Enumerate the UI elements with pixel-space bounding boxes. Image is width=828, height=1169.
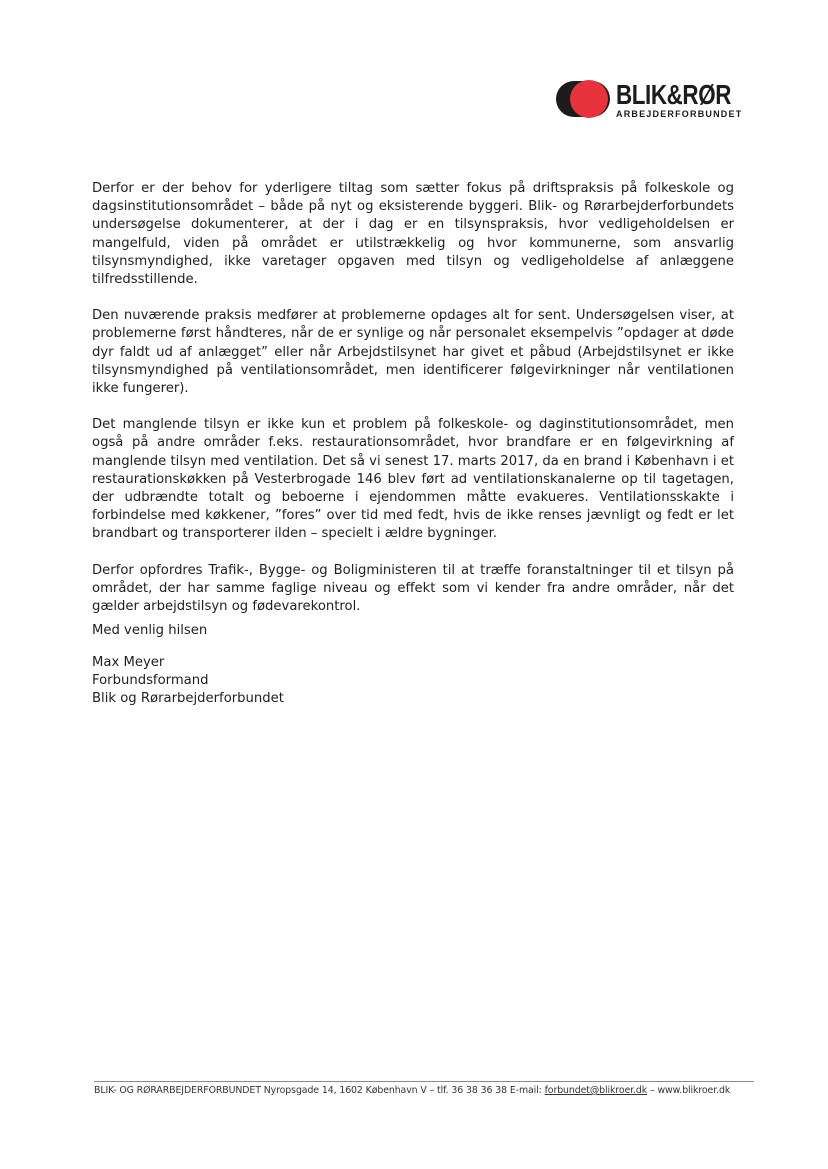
paragraph-4: Derfor opfordres Trafik-, Bygge- og Boligministeren til at træffe foranstaltninger til et tilsyn på området, der har samme faglige niveau og effekt som vi kender fra andre områder, når det gælder arbejdstilsyn og fødevarekontrol. [92, 562, 734, 615]
footer-divider [94, 1081, 754, 1082]
logo-name: BLIK&RØR [616, 79, 732, 110]
signatory-organization: Blik og Rørarbejderforbundet [92, 691, 284, 707]
footer-email-link[interactable]: forbundet@blikroer.dk [544, 1085, 648, 1096]
signature-block [92, 654, 284, 709]
closing-text: Med venlig hilsen [92, 623, 208, 638]
footer-phone: – tlf. 36 38 36 38 [429, 1085, 507, 1096]
footer-email-label: E-mail: [509, 1085, 542, 1096]
logo-subtitle: ARBEJDERFORBUNDET [616, 109, 743, 119]
letter-body [92, 180, 734, 634]
blik-ror-logo [556, 78, 743, 126]
footer-website[interactable]: – www.blikroer.dk [650, 1085, 731, 1096]
footer [94, 1085, 730, 1096]
signatory-name: Max Meyer [92, 655, 165, 670]
paragraph-1: Derfor er der behov for yderligere tiltag som sætter fokus på driftspraksis på folkeskole og dagsinstitutionsområdet – både på nyt og eksisterende byggeri. Blik- og Rørarbejderforbundets undersøgelse dokumenterer, at der i dag er en tilsynspraksis, hvor vedligeholdelsen er mangelfuld, viden på området er utilstrækkelig og hvor kommunerne, som ansvarlig tilsynsmyndighed, ikke varetager opgaven med tilsyn og vedligeholdelse af anlæggene tilfredsstillende. [92, 181, 734, 288]
logo-circle-icon [570, 80, 608, 118]
paragraph-3: Det manglende tilsyn er ikke kun et problem på folkeskole- og daginstitutionsområdet, men også på andre områder f.eks. restaurationsområdet, hvor brandfare er en følgevirkning af manglende tilsyn med ventilation. Det så vi senest 17. marts 2017, da en brand i København i et restaurationskøkken på Vesterbrogade 146 blev ført ad ventilationskanalerne op til tagetagen, der udbrændte totalt og beboerne i ejendommen måtte evakueres. Ventilationsskakte i forbindelse med køkkener, ”fores” over tid med fedt, hvis de ikke renses jævnligt og fedt er let brandbart og transporterer ilden – specielt i ældre bygninger. [92, 417, 734, 542]
footer-org: BLIK- OG RØRARBEJDERFORBUNDET [94, 1085, 261, 1096]
paragraph-2: Den nuværende praksis medfører at problemerne opdages alt for sent. Undersøgelsen viser, at problemerne først håndteres, når de er synlige og når personalet eksempelvis ”opdager at døde dyr faldt ud af anlægget” eller når Arbejdstilsynet har givet et påbud (Arbejdstilsynet er ikke tilsynsmyndighed på ventilationsområdet, men identificerer følgevirkninger når ventilationen ikke fungerer). [92, 308, 734, 397]
closing-block [92, 622, 207, 640]
footer-address: Nyropsgade 14, 1602 København V [263, 1085, 427, 1096]
signatory-title: Forbundsformand [92, 673, 209, 689]
